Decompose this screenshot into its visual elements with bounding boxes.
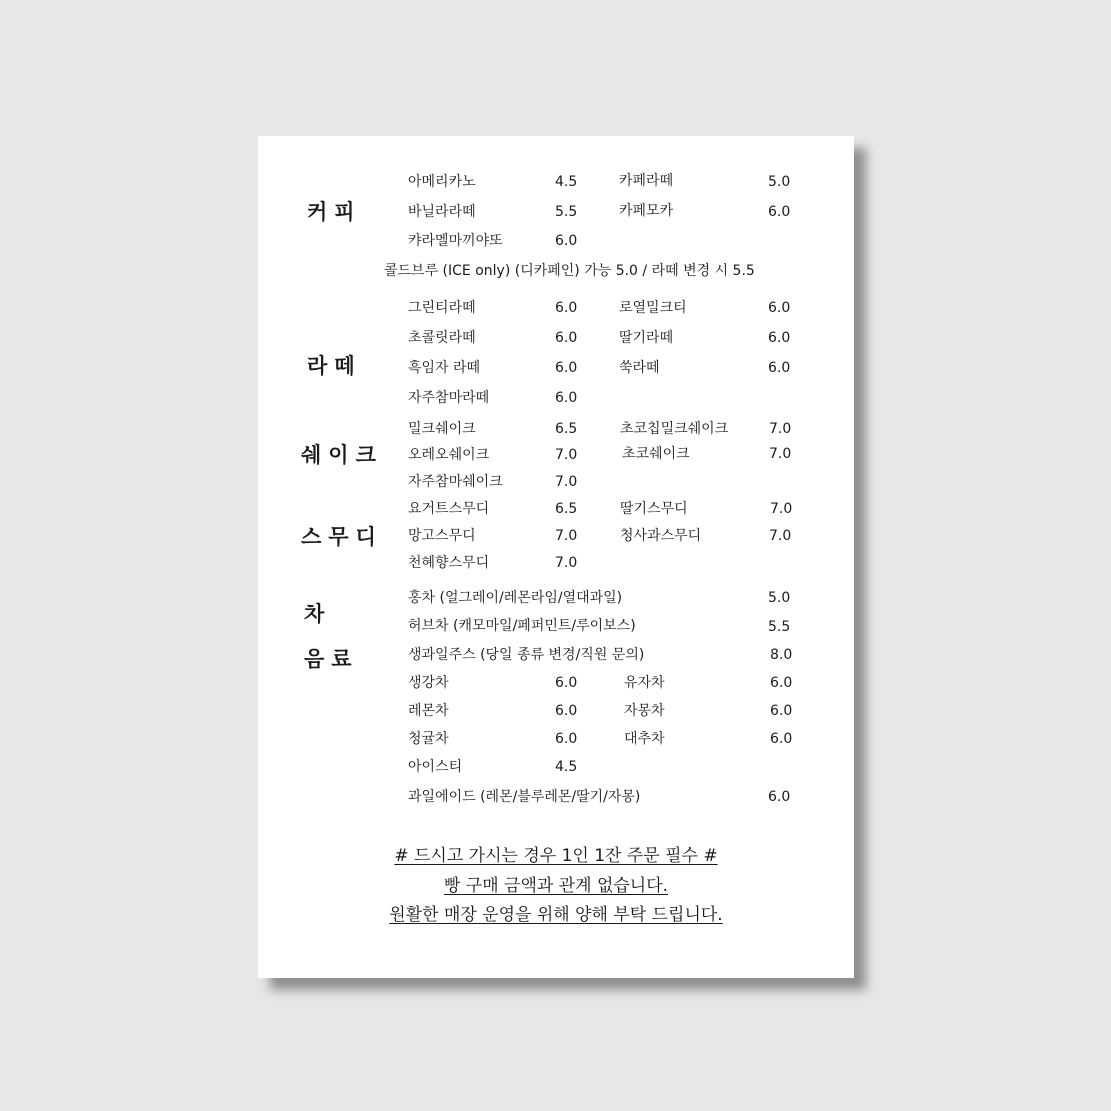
menu-item-name: 딸기스무디	[620, 501, 688, 517]
menu-item-price: 7.0	[769, 528, 792, 544]
menu-item-name: 자몽차	[624, 703, 665, 719]
menu-item-price: 8.0	[770, 647, 793, 663]
menu-item-name: 로열밀크티	[619, 300, 687, 316]
menu-item-price: 6.0	[770, 675, 793, 691]
notice-line	[258, 875, 854, 897]
menu-item-price: 6.0	[768, 360, 791, 376]
menu-item-name: 카페라떼	[619, 173, 674, 189]
menu-item-price: 6.0	[768, 789, 791, 805]
menu-item-name: 캬라멜마끼야또	[408, 233, 503, 249]
notice-text: 원활한 매장 운영을 위해 양해 부탁 드립니다.	[389, 905, 723, 925]
menu-item-name: 바닐라라떼	[408, 204, 476, 220]
notice-text: # 드시고 가시는 경우 1인 1잔 주문 필수 #	[394, 846, 718, 866]
menu-item-price: 6.0	[770, 731, 793, 747]
menu-item-name: 청귤차	[408, 731, 449, 747]
menu-item-price: 6.0	[555, 360, 578, 376]
menu-item-name: 아이스티	[408, 759, 463, 775]
menu-item-name: 청사과스무디	[620, 528, 702, 544]
menu-item-name: 밀크쉐이크	[408, 421, 476, 437]
menu-item-name: 쑥라떼	[619, 360, 660, 376]
menu-item-price: 6.0	[768, 300, 791, 316]
menu-item-price: 5.0	[768, 590, 791, 606]
menu-item-name: 생강차	[408, 675, 449, 691]
menu-item-price: 6.0	[770, 703, 793, 719]
menu-item-price: 7.0	[769, 421, 792, 437]
menu-item-name: 자주참마라떼	[408, 390, 490, 406]
menu-item-name: 생과일주스 (당일 종류 변경/직원 문의)	[408, 647, 645, 663]
notice-line	[258, 904, 854, 926]
menu-item-name: 레몬차	[408, 703, 449, 719]
category-coffee: 커피	[307, 200, 362, 224]
menu-item-price: 5.5	[768, 619, 791, 635]
menu-sheet	[258, 136, 854, 978]
menu-item-name: 카페모카	[619, 203, 674, 219]
menu-item-name: 홍차 (얼그레이/레몬라임/열대과일)	[408, 590, 623, 606]
menu-item-name: 천혜향스무디	[408, 555, 490, 571]
menu-item-name: 초콜릿라떼	[408, 330, 476, 346]
menu-item-name: 요거트스무디	[408, 501, 490, 517]
menu-item-price: 7.0	[555, 555, 578, 571]
menu-item-price: 6.0	[555, 233, 578, 249]
menu-item-price: 6.0	[768, 204, 791, 220]
menu-item-name: 대추차	[624, 731, 665, 747]
category-beverage: 음료	[304, 647, 359, 671]
menu-item-price: 6.0	[555, 390, 578, 406]
menu-item-name: 아메리카노	[408, 174, 476, 190]
menu-item-name: 초코쉐이크	[622, 446, 690, 462]
menu-item-name: 허브차 (캐모마일/페퍼민트/루이보스)	[408, 618, 636, 634]
menu-item-price: 4.5	[555, 759, 578, 775]
menu-item-price: 7.0	[555, 528, 578, 544]
menu-item-price: 7.0	[769, 446, 792, 462]
menu-item-price: 5.0	[768, 174, 791, 190]
notice-line	[258, 845, 854, 867]
menu-item-price: 7.0	[555, 474, 578, 490]
menu-item-name: 유자차	[624, 675, 665, 691]
menu-item-name: 오레오쉐이크	[408, 447, 490, 463]
menu-item-price: 6.0	[555, 675, 578, 691]
menu-item-price: 6.0	[555, 330, 578, 346]
menu-item-name: 흑임자 라떼	[408, 360, 481, 376]
menu-item-name: 자주참마쉐이크	[408, 474, 503, 490]
menu-item-price: 7.0	[555, 447, 578, 463]
menu-item-name: 초코칩밀크쉐이크	[620, 421, 729, 437]
menu-item-price: 6.0	[555, 731, 578, 747]
category-shake: 쉐이크	[301, 443, 383, 467]
menu-item-price: 5.5	[555, 204, 578, 220]
menu-item-price: 6.0	[555, 703, 578, 719]
category-smoothie: 스무디	[301, 525, 383, 549]
category-tea: 차	[304, 602, 332, 626]
menu-item-price: 6.5	[555, 501, 578, 517]
notice-text: 빵 구매 금액과 관계 없습니다.	[443, 876, 669, 896]
menu-item-price: 6.5	[555, 421, 578, 437]
category-latte: 라떼	[307, 354, 362, 378]
menu-item-price: 6.0	[768, 330, 791, 346]
coffee-note: 콜드브루 (ICE only) (디카페인) 가능 5.0 / 라떼 변경 시 5.5	[384, 263, 755, 279]
menu-item-name: 망고스무디	[408, 528, 476, 544]
menu-item-name: 그린티라떼	[408, 300, 476, 316]
menu-item-name: 과일에이드 (레몬/블루레몬/딸기/자몽)	[408, 789, 641, 805]
menu-item-price: 7.0	[770, 501, 793, 517]
menu-item-price: 6.0	[555, 300, 578, 316]
menu-item-name: 딸기라떼	[619, 330, 674, 346]
menu-item-price: 4.5	[555, 174, 578, 190]
